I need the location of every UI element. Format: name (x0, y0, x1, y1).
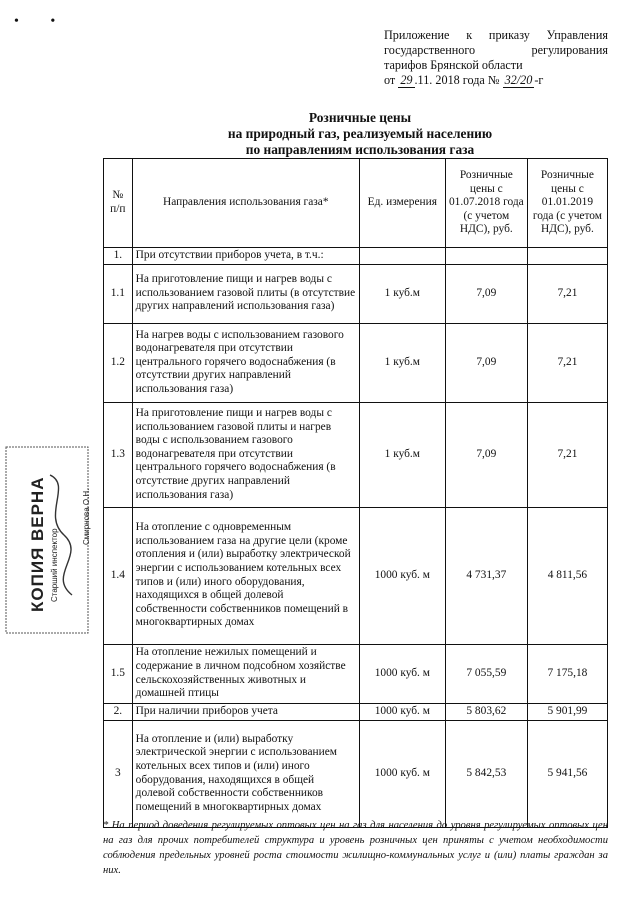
cell-price1 (445, 248, 527, 265)
appendix-date-line (384, 73, 608, 88)
cell-price1: 7,09 (445, 264, 527, 323)
title-line3: по направлениям использования газа (245, 142, 475, 157)
date-day: 29 (400, 73, 413, 87)
title-line1: Розничные цены (308, 110, 412, 125)
footnote: * На период доведения регулируемых оптовых цен на газ для населения до уровня регулируемых оптовых цен на газ для прочих потребителей структура и уровень розничных цен приняты с учетом необходимости соблюдения предельных уровней роста стоимости жилищно-коммунальных услуг и (или) платы граждан за них. (103, 820, 608, 876)
cell-direction: При наличии приборов учета (132, 703, 359, 720)
header-direction: Направления использования газа* (132, 159, 359, 248)
cell-price1: 5 842,53 (445, 720, 527, 827)
price-table (103, 158, 608, 828)
cell-price2: 7,21 (527, 323, 607, 402)
cell-price2: 7,21 (527, 264, 607, 323)
date-rest: .11. 2018 года № (414, 73, 500, 87)
cell-num: 1.2 (104, 323, 133, 402)
cell-direction: На нагрев воды с использованием газового водонагревателя при отсутствии центрального горячего водоснабжения (в отсутствии других направлений использования газа) (132, 323, 359, 402)
cell-price2: 5 941,56 (527, 720, 607, 827)
date-prefix: от (384, 73, 396, 87)
cell-unit: 1000 куб. м (359, 644, 445, 703)
cell-num: 2. (104, 703, 133, 720)
cell-unit: 1000 куб. м (359, 703, 445, 720)
cell-unit: 1000 куб. м (359, 507, 445, 644)
order-suffix: -г (534, 73, 544, 87)
table-body (104, 248, 608, 828)
cell-direction: На приготовление пищи и нагрев воды с использованием газовой плиты (в отсутствие других направлений использования газа) (132, 264, 359, 323)
cell-num: 3 (104, 720, 133, 827)
title-line2: на природный газ, реализуемый населению (227, 126, 493, 141)
cell-num: 1. (104, 248, 133, 265)
order-number: 32/20 (504, 73, 533, 87)
table-row (104, 720, 608, 827)
cell-num: 1.4 (104, 507, 133, 644)
header-price-2019: Розничные цены с 01.01.2019 года (с учетом НДС), руб. (527, 159, 607, 248)
appendix-block (384, 28, 608, 88)
header-num: № п/п (104, 159, 133, 248)
stamp-name-text: Смирнова О.Н. (82, 488, 91, 545)
cell-price2 (527, 248, 607, 265)
document-title (150, 110, 570, 158)
cell-unit: 1 куб.м (359, 323, 445, 402)
cell-price2: 7,21 (527, 402, 607, 507)
cell-direction: На приготовление пищи и нагрев воды с использованием газовой плиты и нагрев воды с использованием газового водонагревателя при отсутствии центрального горячего водоснабжения (в отсутствие других направлений использования газа) (132, 402, 359, 507)
appendix-line3: тарифов Брянской области (384, 58, 523, 72)
stamp-main-text: КОПИЯ ВЕРНА (28, 476, 47, 612)
cell-price2: 7 175,18 (527, 644, 607, 703)
table-header-row (104, 159, 608, 248)
cell-price1: 7,09 (445, 402, 527, 507)
cell-price2: 4 811,56 (527, 507, 607, 644)
table-row (104, 323, 608, 402)
appendix-line1: Приложение к приказу Управления (384, 28, 608, 42)
cell-num: 1.1 (104, 264, 133, 323)
header-unit: Ед. измерения (359, 159, 445, 248)
cell-direction: На отопление нежилых помещений и содержание в личном подсобном хозяйстве сельскохозяйственных животных и домашней птицы (132, 644, 359, 703)
appendix-line2: государственного регулирования (384, 43, 608, 57)
cell-price1: 7,09 (445, 323, 527, 402)
cell-num: 1.3 (104, 402, 133, 507)
table-row (104, 644, 608, 703)
scan-dots: • • (14, 14, 70, 29)
cell-price1: 7 055,59 (445, 644, 527, 703)
stamp-sub-text: Старший инспектор (50, 528, 59, 602)
cell-unit: 1 куб.м (359, 264, 445, 323)
cell-unit (359, 248, 445, 265)
cell-price2: 5 901,99 (527, 703, 607, 720)
cell-direction: На отопление и (или) выработку электрической энергии с использованием котельных всех типов и (или) иного оборудования, находящихся в общей долевой собственности собственников помещений в многоквартирных домах (132, 720, 359, 827)
table-row (104, 248, 608, 265)
table-row (104, 507, 608, 644)
cell-price1: 4 731,37 (445, 507, 527, 644)
cell-direction: При отсутствии приборов учета, в т.ч.: (132, 248, 359, 265)
cell-unit: 1000 куб. м (359, 720, 445, 827)
cell-price1: 5 803,62 (445, 703, 527, 720)
header-price-2018: Розничные цены с 01.07.2018 года (с учетом НДС), руб. (445, 159, 527, 248)
table-row (104, 264, 608, 323)
table-row (104, 402, 608, 507)
cell-direction: На отопление с одновременным использованием газа на другие цели (кроме отопления и (или) выработку электрической энергии с использованием котельных всех типов и (или) иного оборудования, находящихся в общей долевой собственности собственников помещений в многоквартирных домах (132, 507, 359, 644)
table-row (104, 703, 608, 720)
cell-num: 1.5 (104, 644, 133, 703)
cell-unit: 1 куб.м (359, 402, 445, 507)
